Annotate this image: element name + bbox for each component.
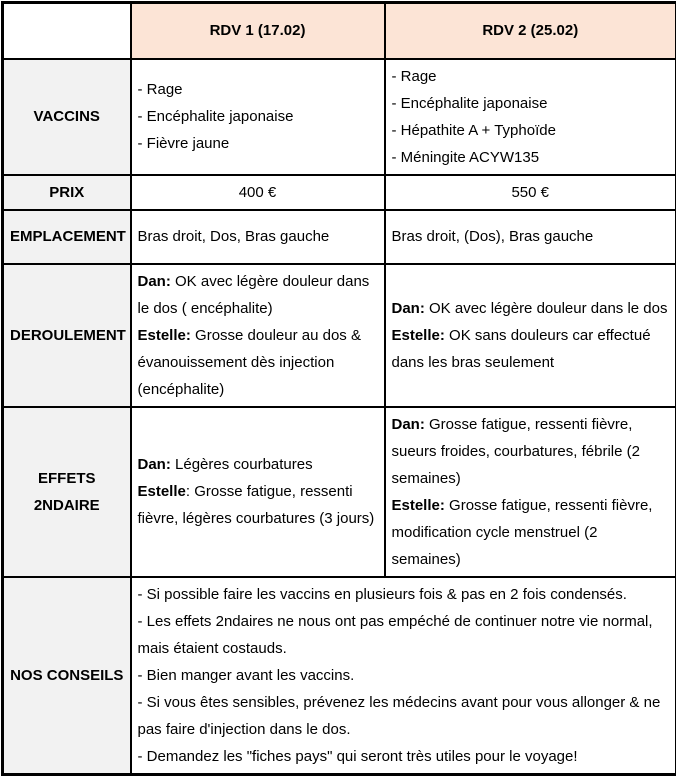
person-name: Dan: [138, 273, 171, 290]
advice-item: - Les effets 2ndaires ne nous ont pas empéché de continuer notre vie normal, mais étaient costauds. [138, 608, 670, 662]
cell-effets-rdv1 [131, 407, 385, 577]
person-name: Estelle: [138, 327, 191, 344]
advice-item: - Si possible faire les vaccins en plusieurs fois & pas en 2 fois condensés. [138, 581, 670, 608]
cell-vaccins-rdv1 [131, 59, 385, 175]
person-text: OK sans douleurs car effectué dans les bras seulement [392, 327, 651, 371]
person-name: Dan: [392, 416, 425, 433]
row-label-effets: EFFETS 2NDAIRE [3, 407, 131, 577]
cell-effets-rdv2 [385, 407, 676, 577]
vaccine-item: - Encéphalite japonaise [138, 103, 378, 130]
cell-vaccins-rdv2 [385, 59, 676, 175]
cell-prix-rdv1: 400 € [131, 175, 385, 210]
person-text: : Grosse fatigue, ressenti fièvre, légères courbatures (3 jours) [138, 483, 375, 527]
row-conseils [3, 577, 676, 775]
vaccine-item: - Rage [138, 76, 378, 103]
person-text: OK avec légère douleur dans le dos ( encéphalite) [138, 273, 370, 317]
header-rdv2: RDV 2 (25.02) [385, 3, 676, 59]
vaccine-item: - Rage [392, 63, 670, 90]
person-report [392, 411, 670, 492]
person-text: OK avec légère douleur dans le dos [425, 300, 668, 317]
cell-emplacement-rdv2: Bras droit, (Dos), Bras gauche [385, 210, 676, 264]
vaccine-item: - Fièvre jaune [138, 130, 378, 157]
person-report [138, 451, 378, 478]
advice-item: - Bien manger avant les vaccins. [138, 662, 670, 689]
row-label-emplacement: EMPLACEMENT [3, 210, 131, 264]
person-name: Dan: [138, 456, 171, 473]
row-label-prix: PRIX [3, 175, 131, 210]
row-effets [3, 407, 676, 577]
person-text: Grosse douleur au dos & évanouissement dès injection (encéphalite) [138, 327, 361, 398]
person-text: Grosse fatigue, ressenti fièvre, sueurs froides, courbatures, fébrile (2 semaines) [392, 416, 640, 487]
vaccination-comparison-table [1, 1, 676, 776]
person-report [138, 268, 378, 322]
header-row [3, 3, 676, 59]
person-text: Légères courbatures [171, 456, 313, 473]
row-label-conseils: NOS CONSEILS [3, 577, 131, 775]
cell-deroulement-rdv2 [385, 264, 676, 407]
row-label-vaccins: VACCINS [3, 59, 131, 175]
person-name: Estelle [138, 483, 186, 500]
vaccine-item: - Hépathite A + Typhoïde [392, 117, 670, 144]
person-report [392, 295, 670, 322]
vaccine-item: - Méningite ACYW135 [392, 144, 670, 171]
row-vaccins [3, 59, 676, 175]
person-report [392, 322, 670, 376]
row-emplacement [3, 210, 676, 264]
cell-deroulement-rdv1 [131, 264, 385, 407]
row-label-deroulement: DEROULEMENT [3, 264, 131, 407]
vaccine-item: - Encéphalite japonaise [392, 90, 670, 117]
cell-prix-rdv2: 550 € [385, 175, 676, 210]
cell-conseils [131, 577, 676, 775]
person-name: Dan: [392, 300, 425, 317]
cell-emplacement-rdv1: Bras droit, Dos, Bras gauche [131, 210, 385, 264]
person-text: Grosse fatigue, ressenti fièvre, modification cycle menstruel (2 semaines) [392, 497, 653, 568]
row-deroulement [3, 264, 676, 407]
header-rdv1: RDV 1 (17.02) [131, 3, 385, 59]
person-report [392, 492, 670, 573]
row-prix [3, 175, 676, 210]
person-report [138, 478, 378, 532]
advice-item: - Si vous êtes sensibles, prévenez les médecins avant pour vous allonger & ne pas faire d'injection dans le dos. [138, 689, 670, 743]
corner-cell [3, 3, 131, 59]
person-name: Estelle: [392, 497, 445, 514]
person-report [138, 322, 378, 403]
advice-item: - Demandez les "fiches pays" qui seront très utiles pour le voyage! [138, 743, 670, 770]
person-name: Estelle: [392, 327, 445, 344]
